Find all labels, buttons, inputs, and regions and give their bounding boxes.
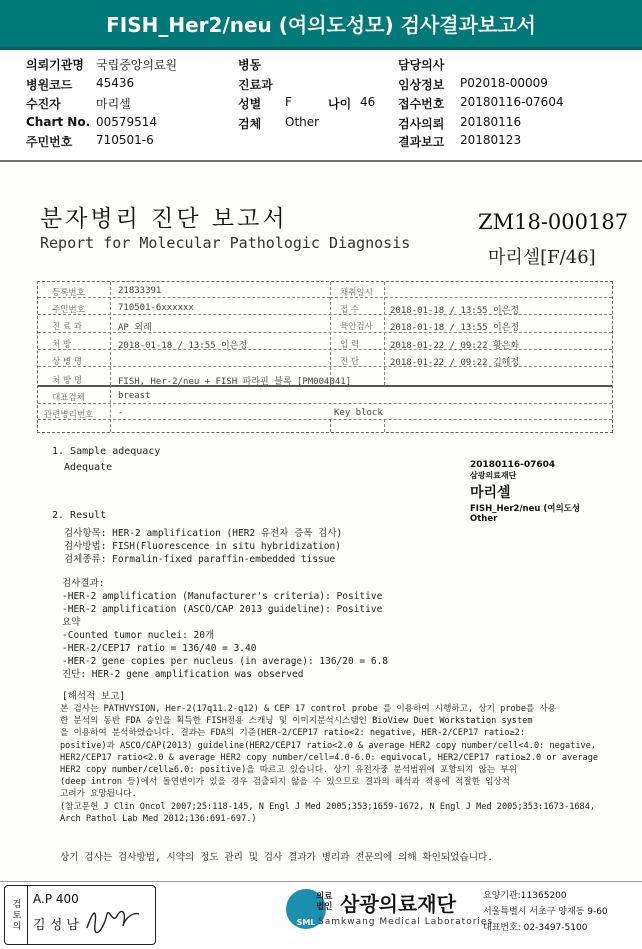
report-title: FISH_Her2/neu (여의도성모) 검사결과보고서 — [106, 13, 536, 37]
interpretation-line: 고려가 요망됩니다. — [60, 789, 137, 800]
interpretation-line: Arch Pathol Lab Med 2012;136:691-697.) — [60, 813, 257, 824]
org-phone: 대표번호: 02-3497-5100 — [483, 923, 588, 933]
header-label: 결과보고 — [398, 135, 445, 149]
result-findings — [62, 577, 388, 681]
table-label: 처 방 — [52, 340, 72, 350]
header-label: 담당의사 — [398, 58, 445, 72]
interpretation-text — [60, 703, 598, 825]
finding-line: -HER-2 gene copies per nucleus (in average): 136/20 = 6.8 — [62, 656, 389, 667]
header-label: 나이 — [328, 97, 352, 111]
table-label: Key block — [334, 408, 383, 418]
table-value: 2018-01-22 / 09:22 황은화 — [390, 341, 520, 351]
interpretation-line: 한 분석의 동반 FDA 승인을 획득한 FISH전용 스캐닝 및 이미지분석시스템인 BioView Duet Workstation system — [60, 716, 533, 727]
finding-line: -HER-2 amplification (Manufacturer's criteria): Positive — [62, 591, 383, 602]
finding-line: -Counted tumor nuclei: 20개 — [62, 630, 215, 641]
stamp-accession: 20180116-07604 — [470, 460, 556, 470]
finding-line: -HER-2 amplification (ASCO/CAP 2013 guideline): Positive — [62, 604, 383, 615]
header-value: 45436 — [96, 76, 135, 90]
section-sample-adequacy: 1. Sample adequacy — [52, 446, 161, 457]
org-type-line: 의료 — [316, 892, 333, 902]
table-label: 처 방 명 — [52, 376, 83, 386]
interpretation-line: HER2/CEP17 ratio<2.0 & average HER2 copy number/cell=4.0-6.0: equivocal, HER2/CEP17 ratio≥2.0 or average — [60, 752, 599, 763]
org-name-en: Samkwang Medical Laboratories — [318, 917, 494, 927]
closing-statement: 상기 검사는 검사방법, 시약의 정도 관리 및 검사 결과가 병리과 전문의에 의해 확인되었습니다. — [60, 852, 494, 863]
result-line: 검체종류: Formalin-fixed paraffin-embedded tissue — [64, 554, 336, 565]
header-value: 00579514 — [96, 115, 158, 129]
header-value: 국립중앙의료원 — [96, 58, 178, 72]
interpretation-line: positive)과 ASCO/CAP(2013) guideline(HER2/CEP17 ratio<2.0 & average HER2 copy number/cell<4.0: negative, — [60, 740, 597, 751]
table-label: 채취일시 — [340, 288, 373, 298]
stamp-patient: 마리셀 — [470, 485, 511, 501]
header-value: 20180116 — [460, 115, 522, 129]
interpretation-line: 을 이용하여 분석하였습니다. 결과는 FDA의 기준(HER-2/CEP17 ratio<2: negative, HER-2/CEP17 ratio≥2: — [60, 728, 526, 739]
table-label: 주민번호 — [52, 305, 85, 315]
header-label: 주민번호 — [26, 135, 73, 149]
header-value: 마리셀 — [96, 97, 131, 111]
header-label: 검체 — [238, 117, 262, 131]
table-label: 관련병리번호 — [44, 410, 94, 420]
header-value: 46 — [360, 95, 376, 109]
doctor-name: 김 성 남 — [33, 918, 79, 933]
header-divider — [0, 160, 642, 162]
org-type-line: 법인 — [316, 902, 333, 912]
table-value: 21833391 — [118, 286, 162, 296]
sample-adequacy-value: Adequate — [64, 462, 113, 473]
table-label: 육안검사 — [340, 322, 373, 332]
doctor-code: A.P 400 — [33, 892, 79, 906]
stamp-test: FISH_Her2/neu (여의도성 — [470, 504, 581, 514]
table-value: 2018-01-18 / 13:55 이은정 — [390, 306, 520, 316]
header-label: 임상정보 — [398, 78, 445, 92]
stamp-specimen: Other — [470, 514, 498, 524]
table-value: FISH, Her-2/neu + FISH 파라핀 블록 [PM004041] — [118, 377, 352, 387]
table-label: 상 병 명 — [52, 357, 83, 367]
org-name: 삼광의료재단 — [340, 892, 456, 916]
report-title-ko: 분자병리 진단 보고서 — [40, 206, 288, 232]
table-value: 2018-01-18 / 13:55 이은정 — [390, 323, 520, 333]
header-label: 의뢰기관명 — [26, 58, 84, 72]
interpretation-line: 본 검사는 PATHVYSION, Her-2(17q11.2-q12) & CEP 17 control probe 를 이용하여 시행하고, 상기 probe를 사용 — [60, 704, 557, 714]
org-type — [316, 892, 332, 912]
report-title-bar — [0, 0, 642, 50]
result-line: 검사항목: HER-2 amplification (HER2 유전자 증폭 검사) — [64, 528, 343, 539]
org-address: 서울특별시 서초구 양재동 9-60 — [483, 907, 608, 917]
report-number: ZM18-000187 — [478, 210, 629, 234]
result-meta — [64, 527, 342, 566]
table-value: AP 외래 — [118, 323, 152, 333]
table-label: 등록번호 — [52, 288, 85, 298]
header-value: 20180123 — [460, 133, 522, 147]
table-value: 2018-01-22 / 09:22 김해정 — [390, 358, 520, 368]
interpretation-title: [해석적 보고] — [62, 691, 126, 702]
table-label: 입 력 — [340, 340, 360, 350]
section-result: 2. Result — [52, 510, 107, 521]
doctor-signature-icon — [83, 904, 143, 936]
header-value: P02018-00009 — [460, 76, 548, 90]
header-label: 진료과 — [238, 78, 273, 92]
report-title-en: Report for Molecular Pathologic Diagnosis — [40, 234, 411, 252]
institution-code: 요양기관:11365200 — [483, 891, 567, 901]
header-label: 성별 — [238, 97, 262, 111]
finding-line: 검사결과: — [62, 578, 105, 589]
interpretation-line: (deep intron 등)에서 돌연변이가 있을 경우 검출되지 않을 수 있으므로 결과의 해석과 적용에 적절한 임상적 — [60, 777, 510, 788]
table-label: 진 료 과 — [52, 322, 83, 332]
finding-line: 진단: HER-2 gene amplification was observed — [62, 669, 304, 680]
table-value: - — [118, 408, 124, 418]
table-label: 대표검체 — [52, 393, 85, 403]
header-label: 수진자 — [26, 97, 61, 111]
interpretation-line: (참고문헌 J Clin Oncol 2007;25:118-145, N Engl J Med 2005;353;1659-1672, N Engl J Med 2005;353:1673-1684, — [60, 801, 596, 812]
org-contact — [483, 888, 608, 936]
header-value: Other — [285, 115, 320, 129]
footer-divider — [0, 881, 642, 882]
header-value: 710501-6 — [96, 133, 154, 147]
header-label: 접수번호 — [398, 97, 445, 111]
result-line: 검사방법: FISH(Fluorescence in situ hybridization) — [64, 541, 341, 552]
header-label: 검사의뢰 — [398, 117, 445, 131]
table-label: 진 단 — [340, 357, 360, 367]
specimen-stamp — [470, 460, 620, 522]
finding-line: 요약 — [62, 617, 81, 628]
header-value: 20180116-07604 — [460, 95, 564, 109]
header-label: 병동 — [238, 58, 262, 72]
table-value: breast — [118, 391, 151, 401]
header-label: 병원코드 — [26, 78, 73, 92]
header-label: Chart No. — [26, 115, 91, 129]
report-info-table — [37, 281, 613, 433]
interpretation-line: HER2 copy number/cell≥6.0: positive)을 따르고 있습니다. 상기 유전자중 분석범위에 포함되지 않는 부위 — [60, 765, 517, 776]
table-label: 접 수 — [340, 305, 360, 315]
table-value: 2018-01-18 / 13:55 이은정 — [118, 341, 248, 351]
table-value: 710501-6xxxxxx — [118, 303, 194, 313]
header-value: F — [285, 95, 292, 109]
stamp-org: 삼광의료재단 — [470, 471, 517, 480]
logo-abbr: SML — [296, 918, 316, 927]
finding-line: -HER-2/CEP17 ratio = 136/40 = 3.40 — [62, 643, 257, 654]
signature-box — [4, 885, 156, 945]
report-patient-tag: 마리셀[F/46] — [488, 247, 596, 268]
signature-box-label: 검토의 — [5, 886, 28, 944]
